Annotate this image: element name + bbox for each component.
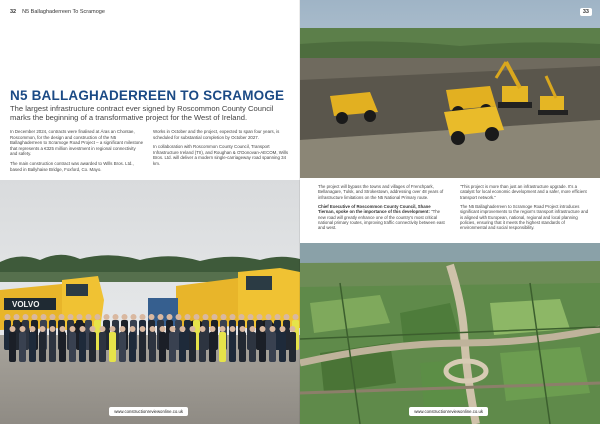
person-figure [179, 332, 186, 362]
person-head [230, 314, 236, 320]
person-figure [249, 332, 256, 362]
person-head [248, 314, 254, 320]
person-head [113, 314, 119, 320]
person-head [194, 314, 200, 320]
person-head [176, 314, 182, 320]
person-head [160, 326, 166, 332]
person-figure [239, 332, 246, 362]
running-title: N5 Ballaghaderreen To Scramoge [22, 9, 105, 15]
person-head [50, 326, 56, 332]
person-figure [269, 332, 276, 362]
page-header [10, 9, 105, 15]
person-figure [159, 332, 166, 362]
person-head [250, 326, 256, 332]
person-head [50, 314, 56, 320]
person-head [80, 326, 86, 332]
article-column-2 [153, 129, 291, 171]
person-head [41, 314, 47, 320]
person-head [10, 326, 16, 332]
person-head [257, 314, 263, 320]
paragraph: Works in October and the project, expected to span four years, is scheduled for substantial completion by October 2027. [153, 129, 280, 140]
construction-site-illustration [300, 0, 600, 178]
person-head [170, 326, 176, 332]
person-head [110, 326, 116, 332]
person-head [5, 314, 11, 320]
person-figure [209, 332, 216, 362]
person-figure [219, 332, 226, 362]
person-head [23, 314, 29, 320]
person-head [190, 326, 196, 332]
paragraph: The project will bypass the towns and villages of Frenchpark, Bellanagare, Tulsk, and Strokestown, addressing over 48 years of infrastructure limitations on the N5 National Primary route. [318, 184, 444, 200]
person-figure [69, 332, 76, 362]
page-number-right: 33 [580, 8, 592, 16]
person-head [30, 326, 36, 332]
person-figure [199, 332, 206, 362]
construction-site-photo [300, 0, 600, 178]
person-head [275, 314, 281, 320]
person-head [149, 314, 155, 320]
person-head [40, 326, 46, 332]
paragraph: "This project is more than just an infrastructure upgrade. It's a catalyst for local economic development and a safer, more efficient transport network." [460, 184, 587, 200]
person-head [140, 326, 146, 332]
person-head [140, 314, 146, 320]
person-figure [119, 332, 126, 362]
person-head [290, 326, 296, 332]
person-head [270, 326, 276, 332]
person-head [60, 326, 66, 332]
paragraph-bold-lead: Chief Executive of Roscommon County Council, Shane Tiernan, spoke on the importance of this development: [318, 203, 431, 215]
person-figure [49, 332, 56, 362]
person-head [95, 314, 101, 320]
right-page [300, 0, 600, 424]
person-figure [109, 332, 116, 362]
person-head [230, 326, 236, 332]
person-figure [129, 332, 136, 362]
person-head [158, 314, 164, 320]
aerial-road-photo [300, 243, 600, 424]
person-figure [229, 332, 236, 362]
paragraph: The N5 Ballaghaderreen to Scramoge Road Project introduces significant improvements to the region's transport infrastructure and is aligned with European, national, regional and local planning policies, ensuring that it meets the highest standards of environmental and social responsibility. [460, 203, 589, 231]
person-head [260, 326, 266, 332]
person-figure [169, 332, 176, 362]
person-head [266, 314, 272, 320]
person-head [122, 314, 128, 320]
person-head [284, 314, 290, 320]
person-head [212, 314, 218, 320]
person-head [280, 326, 286, 332]
person-head [14, 314, 20, 320]
person-figure [99, 332, 106, 362]
right-column-2 [460, 184, 590, 234]
person-head [180, 326, 186, 332]
person-figure [29, 332, 36, 362]
person-head [203, 314, 209, 320]
paragraph: The main construction contract was awarded to Wills Bros. Ltd., based in Ballyhaise Bridge, Foxford, Co. Mayo. [10, 160, 134, 172]
person-head [90, 326, 96, 332]
person-figure [59, 332, 66, 362]
person-figure [189, 332, 196, 362]
person-head [240, 326, 246, 332]
person-head [100, 326, 106, 332]
group-photo-illustration [0, 180, 300, 424]
person-head [185, 314, 191, 320]
person-figure [289, 332, 296, 362]
group-photo [0, 180, 300, 424]
footer-url-right[interactable]: www.constructionreviewonline.co.uk [409, 407, 488, 416]
person-head [70, 326, 76, 332]
person-head [131, 314, 137, 320]
article-subtitle: The largest infrastructure contract ever signed by Roscommon County Council marks the beginning of a transformative project for the West of Ireland. [10, 104, 274, 123]
person-head [239, 314, 245, 320]
person-head [104, 314, 110, 320]
volvo-logo-text: VOLVO [12, 300, 40, 309]
person-head [20, 326, 26, 332]
person-head [68, 314, 74, 320]
person-figure [139, 332, 146, 362]
person-figure [79, 332, 86, 362]
footer-url-left[interactable]: www.constructionreviewonline.co.uk [109, 407, 188, 416]
paragraph: "The new road will greatly enhance one of the country's most critical national primary routes, improving traffic connectivity between east and west. [318, 209, 445, 231]
person-figure [279, 332, 286, 362]
person-head [220, 326, 226, 332]
person-head [150, 326, 156, 332]
article-column-1 [10, 129, 143, 176]
person-figure [9, 332, 16, 362]
right-column-1 [318, 184, 448, 234]
paragraph: In collaboration with Roscommon County Council, Transport Infrastructure Ireland (TII), and Roughan & O'Donovan-AECOM, Wills Bros. Ltd. will deliver a modern single-carriageway road spanning 34 km. [153, 144, 289, 166]
aerial-road-illustration [300, 243, 600, 424]
person-head [86, 314, 92, 320]
article-title: N5 BALLAGHADERREEN TO SCRAMOGE [10, 88, 285, 103]
paragraph: In December 2024, contracts were finalised at Áras an Chontae, Roscommon, for the design and construction of the N5 Ballaghaderreen to Scramoge Road Project – a significant milestone that represents a €325 million investment in regional connectivity and safety. [10, 129, 144, 157]
person-head [120, 326, 126, 332]
person-head [293, 314, 299, 320]
person-figure [39, 332, 46, 362]
person-head [167, 314, 173, 320]
page-number-left: 32 [10, 9, 17, 15]
person-figure [149, 332, 156, 362]
person-head [59, 314, 65, 320]
person-figure [259, 332, 266, 362]
person-head [32, 314, 38, 320]
person-head [130, 326, 136, 332]
person-head [221, 314, 227, 320]
person-head [77, 314, 83, 320]
person-head [210, 326, 216, 332]
person-head [200, 326, 206, 332]
person-figure [19, 332, 26, 362]
person-figure [89, 332, 96, 362]
